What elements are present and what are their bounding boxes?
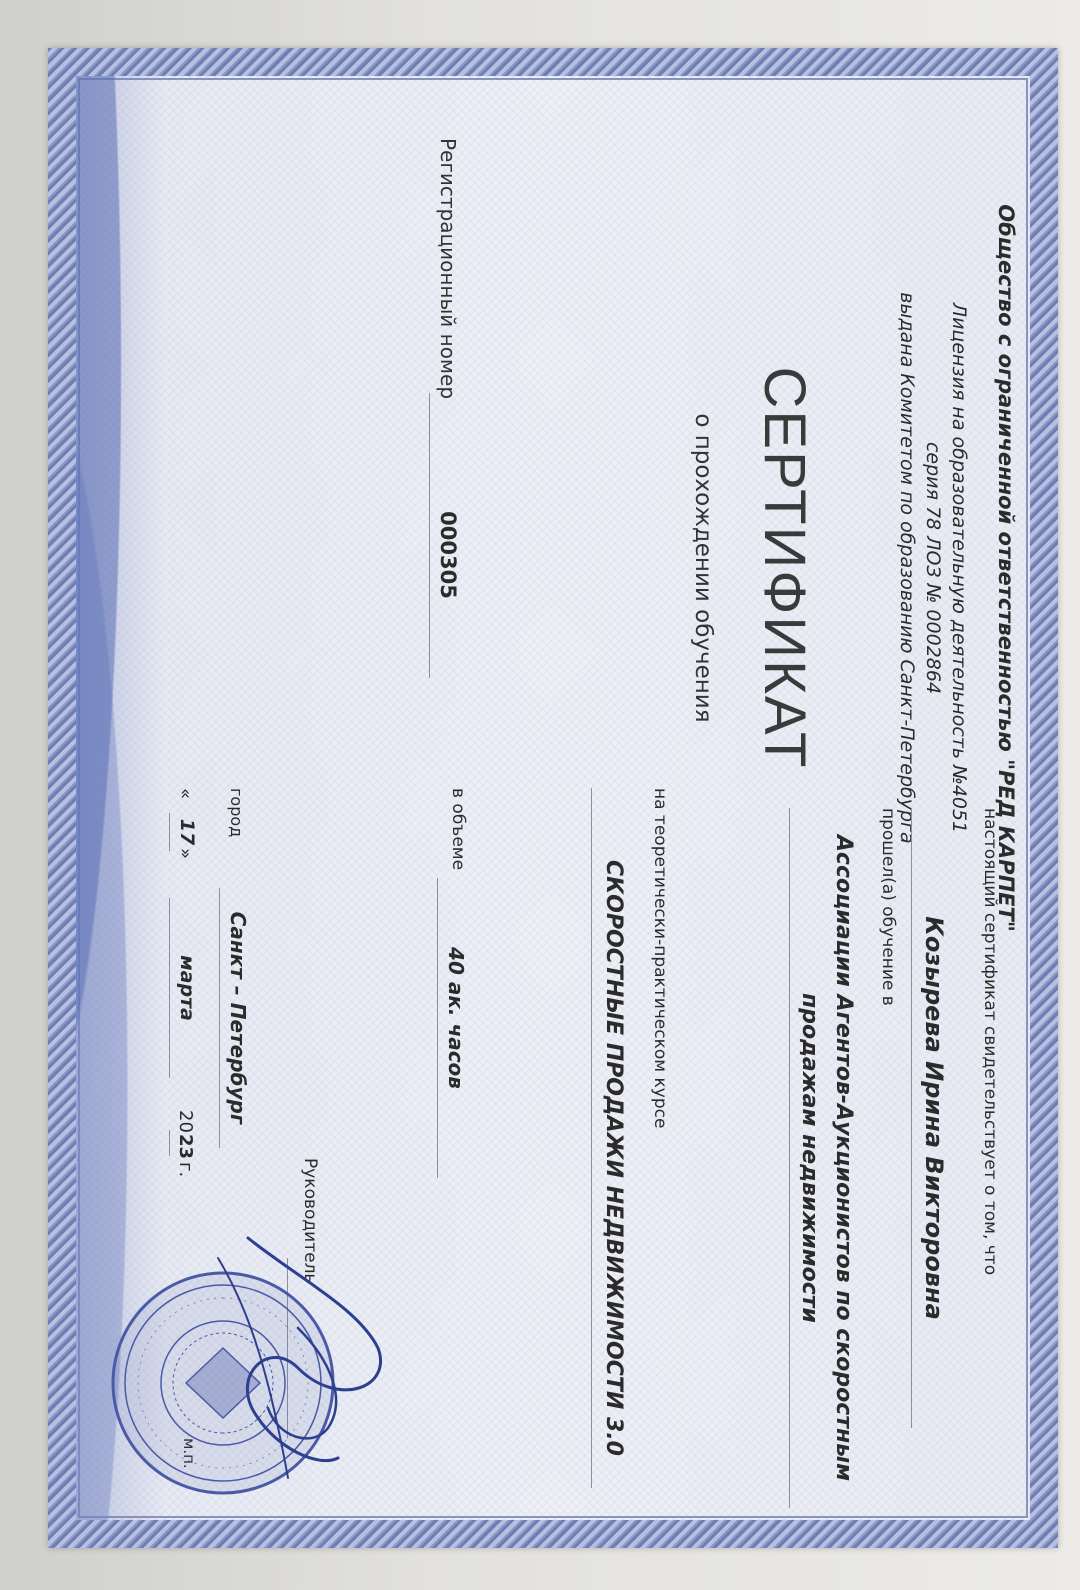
training-organization-underline: [789, 808, 790, 1508]
date-year-suffix: 23: [175, 1134, 196, 1160]
training-organization-line-1: Ассоциации Агентов-Аукционистов по скоростным: [831, 834, 856, 1482]
date-year-unit: г.: [175, 1162, 196, 1178]
intro-text: настоящий сертификат свидетельствует о том, что: [980, 808, 1000, 1276]
volume-underline: [437, 878, 438, 1178]
date-month: марта: [176, 955, 198, 1021]
registration-underline: [429, 393, 430, 678]
date-day: 17: [176, 818, 198, 846]
recipient-underline: [911, 808, 912, 1428]
volume-value: 40 ак. часов: [444, 947, 468, 1089]
license-line-1: Лицензия на образовательную деятельность №4051: [948, 302, 970, 834]
organization-name: Общество с ограниченной ответственностью "РЕД КАРПЕТ": [994, 204, 1018, 932]
license-line-2: серия 78 ЛОЗ № 0002864: [922, 441, 944, 695]
training-organization-line-2: продажам недвижимости: [797, 993, 822, 1323]
city-label: город: [227, 788, 246, 838]
date-day-underline: [169, 813, 170, 851]
date-year-prefix: 20: [175, 1110, 196, 1133]
date-open-quote: «: [175, 788, 196, 800]
registration-label: Регистрационный номер: [436, 138, 460, 400]
handwritten-signature: [158, 1218, 418, 1498]
certificate-subtitle: о прохождении обучения: [690, 413, 716, 723]
date-month-underline: [169, 898, 170, 1078]
city-value: Санкт – Петербург: [226, 911, 250, 1125]
course-underline: [591, 788, 592, 1488]
course-label: на теоретически-практическом курсе: [650, 788, 670, 1129]
certificate-sheet: [48, 48, 1058, 1548]
date-year-underline: [169, 1130, 170, 1156]
certificate-title: СЕРТИФИКАТ: [752, 366, 817, 770]
director-label: Руководитель: [300, 1158, 320, 1284]
license-line-3: выдана Комитетом по образованию Санкт-Петербурга: [896, 292, 918, 844]
date-close-quote: »: [175, 848, 196, 860]
volume-label: в объеме: [448, 788, 468, 871]
recipient-name: Козырева Ирина Викторовна: [920, 916, 948, 1320]
city-underline: [219, 888, 220, 1148]
passed-label: прошел(а) обучение в: [878, 808, 898, 1006]
registration-number: 000305: [436, 511, 460, 599]
course-name: СКОРОСТНЫЕ ПРОДАЖИ НЕДВИЖИМОСТИ 3.0: [601, 860, 626, 1456]
